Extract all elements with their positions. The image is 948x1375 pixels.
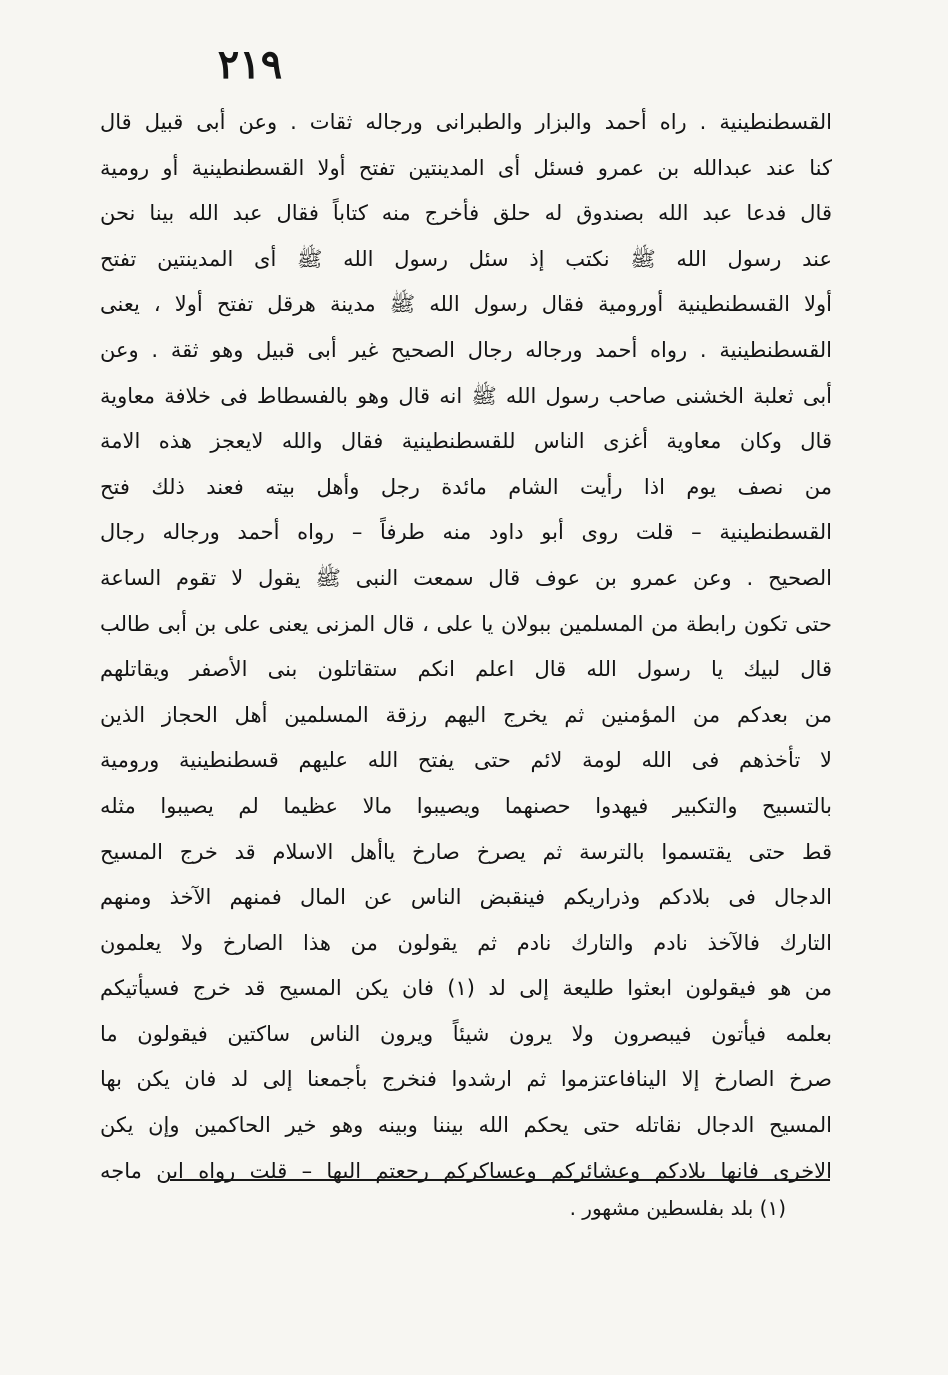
text-line: من نصف يوم اذا رأيت الشام مائدة رجل وأهل بيته فعند ذلك فتح — [100, 474, 832, 499]
text-line: القسطنطينية – قلت روى أبو داود منه طرفاً – رواه أحمد ورجاله رجال — [100, 520, 832, 545]
text-line: لا تأخذهم فى الله لومة لائم حتى يفتح الله عليهم قسطنطينية ورومية — [100, 748, 832, 773]
text-line: بالتسبيح والتكبير فيهدوا حصنهما ويصيبوا مالا عظيما لم يصيبوا مثله — [100, 793, 832, 818]
text-line: أولا القسطنطينية أورومية فقال رسول الله ﷺ مدينة هرقل تفتح أولا ، يعنى — [100, 292, 832, 317]
text-line: قط حتى يقتسموا بالترسة ثم يصرخ صارخ ياأهل الاسلام قد خرج المسيح — [100, 839, 832, 864]
text-line: الصحيح . وعن عمرو بن عوف قال سمعت النبى ﷺ يقول لا تقوم الساعة — [100, 565, 832, 590]
text-line: من بعدكم من المؤمنين ثم يخرج اليهم رزقة المسلمين أهل الحجاز الذين — [100, 702, 832, 727]
footnote: (١) بلد بفلسطين مشهور . — [569, 1196, 786, 1220]
text-line: التارك فالآخذ نادم والتارك نادم ثم يقولون من هذا الصارخ ولا يعلمون — [100, 930, 832, 955]
text-line: كنا عند عبدالله بن عمرو فسئل أى المدينتين تفتح أولا القسطنطينية أو رومية — [100, 155, 832, 180]
text-line: قال لبيك يا رسول الله قال اعلم انكم ستقاتلون بنى الأصفر ويقاتلهم — [100, 657, 832, 682]
text-line: صرخ الصارخ إلا الينافاعتزموا ثم ارشدوا فنخرج بأجمعنا إلى لد فان يكن بها — [100, 1067, 832, 1092]
text-line: القسطنطينية . رواه أحمد ورجاله رجال الصحيح غير أبى قبيل وهو ثقة . وعن — [100, 337, 832, 362]
text-line: من هو فيقولون ابعثوا طليعة إلى لد (١) فان يكن المسيح قد خرج فسيأتيكم — [100, 976, 832, 1001]
text-line: قال وكان معاوية أغزى الناس للقسطنطينية فقال والله لايعجز هذه الامة — [100, 429, 832, 454]
footnote-divider — [170, 1179, 830, 1181]
text-line: الدجال فى بلادكم وذراريكم فينقبض الناس عن المال فمنهم الآخذ ومنهم — [100, 885, 832, 910]
text-line: بعلمه فيأتون فيبصرون ولا يرون شيئاً ويرون الناس ساكتين فيقولون ما — [100, 1021, 832, 1046]
text-line: الاخرى فانها بلادكم وعشائركم وعساكركم رجعتم اليها – قلت رواه ابن ماجه — [100, 1158, 832, 1183]
text-line: القسطنطينية . راه أحمد والبزار والطبرانى ورجاله ثقات . وعن أبى قبيل قال — [100, 110, 832, 134]
text-line: أبى ثعلبة الخشنى صاحب رسول الله ﷺ انه قال وهو بالفسطاط فى خلافة معاوية — [100, 383, 832, 408]
text-line: عند رسول الله ﷺ نكتب إذ سئل رسول الله ﷺ أى المدينتين تفتح — [100, 246, 832, 271]
page-number: ٢١٩ — [217, 41, 283, 88]
text-line: حتى تكون رابطة من المسلمين ببولان يا على ، قال المزنى يعنى على بن أبى طالب — [100, 611, 832, 636]
text-line: قال فدعا عبد الله بصندوق له حلق فأخرج منه كتاباً فقال عبد الله بينا نحن — [100, 201, 832, 226]
text-line: المسيح الدجال نقاتله حتى يحكم الله بيننا وبينه وهو خير الحاكمين وإن يكن — [100, 1113, 832, 1138]
main-text — [100, 100, 832, 1194]
